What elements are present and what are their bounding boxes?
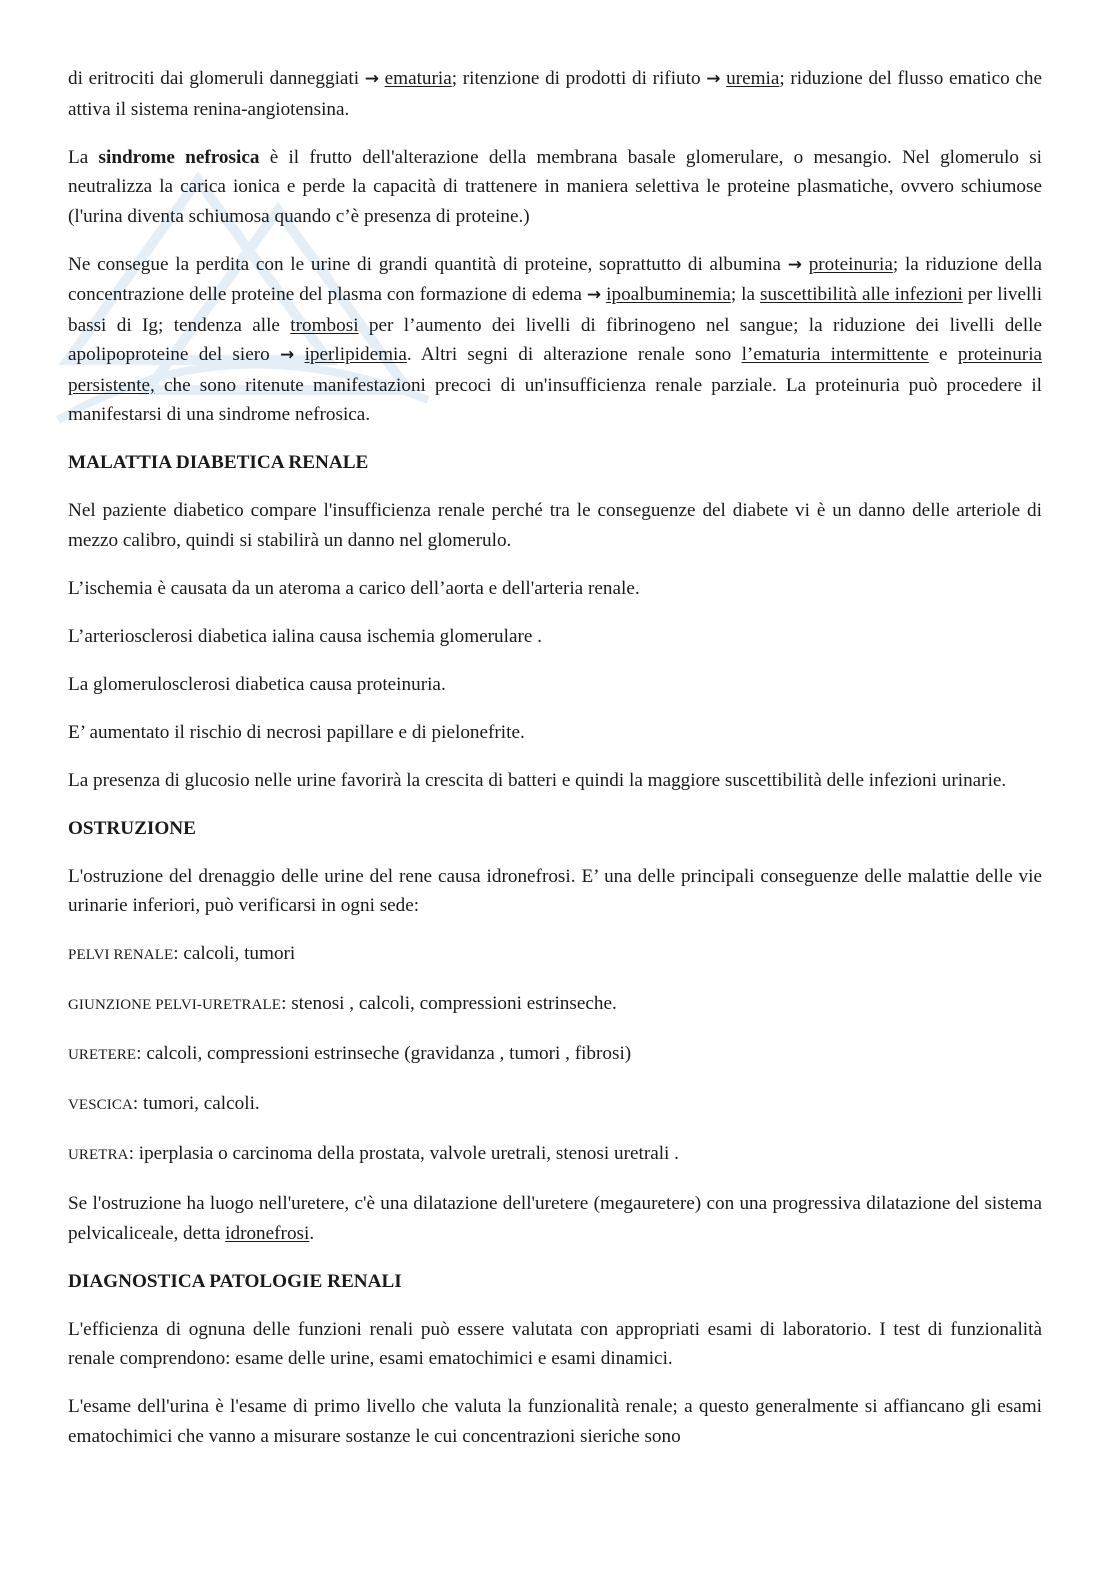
heading-diagnostica: DIAGNOSTICA PATOLOGIE RENALI: [68, 1270, 402, 1292]
paragraph-glucosio: La presenza di glucosio nelle urine favorirà la crescita di batteri e quindi la maggiore suscettibilità delle infezioni urinarie.: [68, 769, 1007, 791]
heading-ostruzione: OSTRUZIONE: [68, 817, 196, 839]
paragraph-ostruzione: L'ostruzione del drenaggio delle urine del rene causa idronefrosi. E’ una delle principali conseguenze delle malattie delle vie urinarie inferiori, può verificarsi in ogni sede:: [68, 865, 1042, 916]
paragraph-esame-urina: L'esame dell'urina è l'esame di primo livello che valuta la funzionalità renale; a questo generalmente si affiancano gli esami ematochimici che vanno a misurare sostanze le cui concentrazioni sieriche sono: [68, 1396, 1042, 1447]
paragraph-glomerulosclerosi: La glomerulosclerosi diabetica causa proteinuria.: [68, 673, 446, 695]
term-proteinuria-persistente: proteinuria persistente,: [68, 344, 1043, 396]
term-proteinuria: proteinuria: [808, 253, 893, 275]
paragraph-necrosi: E’ aumentato il rischio di necrosi papillare e di pielonefrite.: [68, 721, 525, 743]
list-item: URETERE: calcoli, compressioni estrinseche (gravidanza , tumori , fibrosi): [68, 1043, 632, 1064]
paragraph-ematuria: di eritrociti dai glomeruli danneggiati → ematuria; ritenzione di prodotti di rifiuto → uremia; riduzione del flusso ematico che attiva il sistema renina-angiotensina.: [68, 68, 1042, 120]
term-suscettibilita: suscettibilità alle infezioni: [759, 284, 963, 305]
arrow-icon: →: [586, 285, 602, 305]
term-ematuria: ematuria: [384, 68, 452, 89]
list-label: URETRA: [68, 1147, 129, 1163]
list-label: GIUNZIONE PELVI-URETRALE: [68, 997, 282, 1013]
term-ipoalbuminemia: ipoalbuminemia: [606, 284, 731, 305]
term-sindrome-nefrosica: sindrome nefrosica: [98, 146, 260, 168]
list-item: VESCICA: tumori, calcoli.: [68, 1093, 260, 1114]
term-trombosi: trombosi: [290, 314, 359, 336]
term-uremia: uremia: [726, 68, 780, 89]
list-item: PELVI RENALE: calcoli, tumori: [68, 943, 296, 964]
list-label: URETERE: [68, 1047, 137, 1063]
heading-malattia-diabetica: MALATTIA DIABETICA RENALE: [68, 452, 369, 473]
document-page: [68, 64, 1042, 1470]
paragraph-sindrome-nefrosica: La sindrome nefrosica è il frutto dell'alterazione della membrana basale glomerulare, o mesangio. Nel glomerulo si neutralizza la carica ionica e perde la capacità di trattenere in maniera selettiva le proteine plasmatiche, ovvero schiumose (l'urina diventa schiumosa quando c’è presenza di proteine.): [68, 146, 1043, 227]
list-item: URETRA: iperplasia o carcinoma della prostata, valvole uretrali, stenosi uretrali .: [68, 1143, 679, 1164]
term-ematuria-intermittente: l’ematuria intermittente: [741, 344, 929, 365]
arrow-icon: →: [364, 69, 379, 89]
list-label: PELVI RENALE: [68, 947, 174, 963]
arrow-icon: →: [706, 69, 721, 89]
paragraph-efficienza: L'efficienza di ognuna delle funzioni renali può essere valutata con appropriati esami di laboratorio. I test di funzionalità renale comprendono: esame delle urine, esami ematochimici e esami dinamici.: [68, 1318, 1042, 1369]
paragraph-conseguenze: Ne consegue la perdita con le urine di grandi quantità di proteine, soprattutto di albumina → proteinuria; la riduzione della concentrazione delle proteine del plasma con formazione di edema → ipoalbuminemia; la suscettibilità alle infezioni per livelli bassi di Ig; tendenza alle trombosi per l’aumento dei livelli di fibrinogeno nel sangue; la riduzione dei livelli delle apolipoproteine del siero → iperlipidemia. Altri segni di alterazione renale sono l’ematuria intermittente e proteinuria persistente, che sono ritenute manifestazioni precoci di un'insufficienza renale parziale. La proteinuria può procedere il manifestarsi di una sindrome nefrosica.: [68, 253, 1043, 425]
paragraph-ischemia: L’ischemia è causata da un ateroma a carico dell’aorta e dell'arteria renale.: [68, 577, 640, 599]
arrow-icon: →: [280, 345, 295, 365]
paragraph-diabete: Nel paziente diabetico compare l'insufficienza renale perché tra le conseguenze del diabete vi è un danno delle arteriole di mezzo calibro, quindi si stabilirà un danno nel glomerulo.: [68, 500, 1042, 551]
term-iperlipidemia: iperlipidemia: [304, 344, 407, 365]
arrow-icon: →: [787, 254, 802, 275]
term-idronefrosi: idronefrosi: [225, 1222, 310, 1244]
list-item: GIUNZIONE PELVI-URETRALE: stenosi , calcoli, compressioni estrinseche.: [68, 993, 617, 1014]
list-label: VESCICA: [68, 1097, 133, 1113]
paragraph-arteriosclerosi: L’arteriosclerosi diabetica ialina causa ischemia glomerulare .: [68, 625, 542, 647]
paragraph-megauretere: Se l'ostruzione ha luogo nell'uretere, c'è una dilatazione dell'uretere (megauretere) con una progressiva dilatazione del sistema pelvicaliceale, detta idronefrosi.: [68, 1193, 1042, 1244]
